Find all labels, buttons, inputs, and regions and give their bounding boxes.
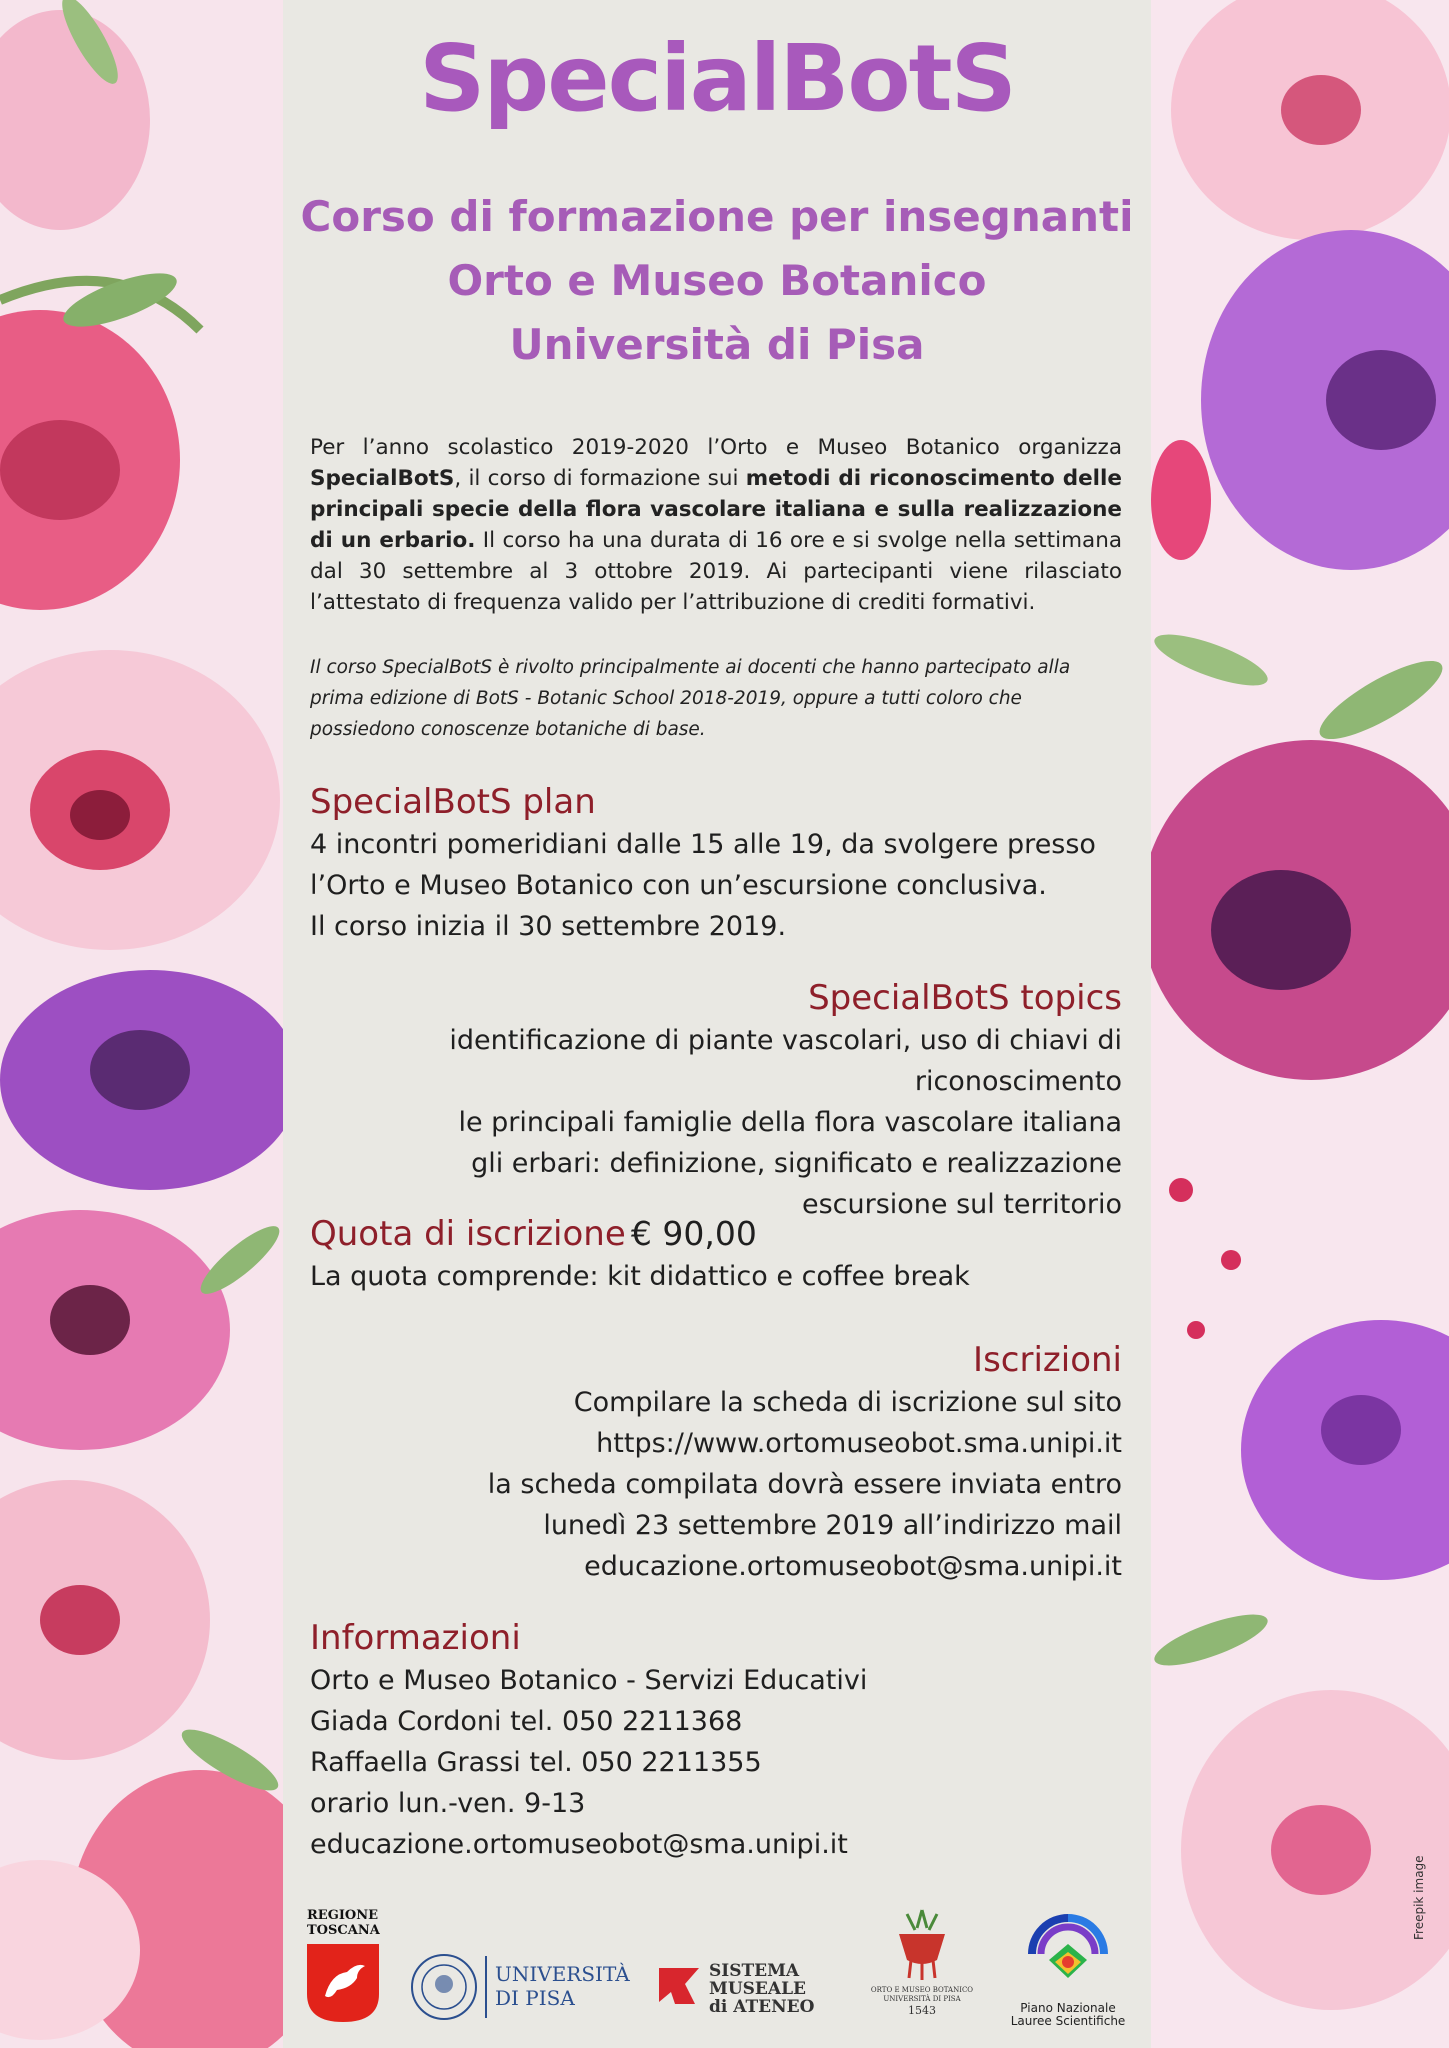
registration-url[interactable]: https://www.ortomuseobot.sma.unipi.it (596, 1428, 1122, 1459)
image-credit: Freepik image (1412, 1855, 1426, 1940)
intro-paragraph (310, 432, 1122, 618)
subtitle (283, 185, 1151, 377)
intro-bold-2: metodi di riconoscimento delle principali specie della flora vascolare italiana e sulla realizzazione di un erbario. (310, 466, 1123, 553)
fee-note: La quota comprende: kit didattico e coffee break (310, 1261, 970, 1292)
regione-logo-line: TOSCANA (307, 1923, 380, 1938)
pls-logo (1003, 1908, 1133, 2038)
fee-amount: € 90,00 (630, 1214, 757, 1253)
topics-section (310, 976, 1122, 1225)
registration-line: Compilare la scheda di iscrizione sul sito (573, 1387, 1122, 1418)
sponsor-logos (283, 1900, 1151, 2040)
topic-line: identificazione di piante vascolari, uso di chiavi di riconoscimento (449, 1025, 1122, 1097)
intro-text-1: Per l’anno scolastico 2019-2020 l’Orto e Museo Botanico organizza (310, 435, 1122, 460)
unipi-seal-icon (409, 1952, 479, 2022)
intro-text-2: , il corso di formazione sui (454, 466, 746, 491)
fritillaria-icon (887, 1908, 957, 1982)
sistema-museale-icon (655, 1962, 703, 2010)
info-line: Raffaella Grassi tel. 050 2211355 (310, 1747, 762, 1778)
plan-section (310, 780, 1122, 947)
intro-bold-1: SpecialBotS (310, 466, 455, 491)
floral-border-right (1151, 0, 1449, 2048)
registration-line: la scheda compilata dovrà essere inviata entro (487, 1469, 1122, 1500)
plan-line: l’Orto e Museo Botanico con un’escursione conclusiva. (310, 870, 1047, 901)
plan-line: 4 incontri pomeridiani dalle 15 alle 19, da svolgere presso (310, 829, 1096, 860)
info-line: Giada Cordoni tel. 050 2211368 (310, 1706, 743, 1737)
regione-logo-line: REGIONE (307, 1908, 379, 1923)
subtitle-line-1: Corso di formazione per insegnanti (300, 192, 1134, 241)
floral-border-left (0, 0, 283, 2048)
registration-heading: Iscrizioni (973, 1340, 1122, 1380)
registration-email[interactable]: educazione.ortomuseobot@sma.unipi.it (584, 1551, 1122, 1582)
unipi-logo-line: DI PISA (495, 1986, 575, 2010)
topic-line: gli erbari: definizione, significato e realizzazione (471, 1148, 1122, 1179)
fee-section (310, 1212, 1122, 1297)
intro-text-3: Il corso ha una durata di 16 ore e si svolge nella settimana dal 30 settembre al 3 ottobre 2019. Ai partecipanti viene rilasciato l’attestato di frequenza valido per l’attribuzione di crediti formativi. (310, 528, 1122, 615)
orto-logo-line: ORTO E MUSEO BOTANICO (870, 1986, 974, 1994)
sistema-logo-line: SISTEMA (709, 1961, 800, 1981)
sistema-logo-line: di ATENEO (709, 1997, 815, 2017)
orto-logo-line: UNIVERSITÀ DI PISA (883, 1995, 961, 2003)
unipi-logo (409, 1952, 630, 2022)
orto-logo-year: 1543 (908, 2004, 936, 2017)
topic-line: escursione sul territorio (801, 1189, 1122, 1220)
info-section (310, 1616, 1122, 1865)
page-title: SpecialBotS (419, 25, 1015, 132)
topic-line: le principali famiglie della flora vascolare italiana (458, 1107, 1122, 1138)
registration-section (310, 1338, 1122, 1587)
info-line: orario lun.-ven. 9-13 (310, 1788, 586, 1819)
subtitle-line-2: Orto e Museo Botanico (447, 256, 987, 305)
orto-botanico-logo (867, 1908, 977, 2038)
info-line: Orto e Museo Botanico - Servizi Educativi (310, 1665, 868, 1696)
sistema-museale-logo (655, 1962, 835, 2022)
pls-logo-line: Lauree Scientifiche (1010, 2014, 1126, 2028)
regione-toscana-logo (307, 1908, 387, 2026)
pls-logo-line: Piano Nazionale (1020, 2001, 1116, 2015)
plan-line: Il corso inizia il 30 settembre 2019. (310, 911, 787, 942)
unipi-logo-line: UNIVERSITÀ (495, 1962, 630, 1986)
target-audience-note: Il corso SpecialBotS è rivolto principalmente ai docenti che hanno partecipato alla prima edizione di BotS - Botanic School 2018-2019, oppure a tutti coloro che possiedono conoscenze botaniche di base. (310, 657, 1071, 740)
registration-line: lunedì 23 settembre 2019 all’indirizzo mail (543, 1510, 1122, 1541)
fee-heading: Quota di iscrizione (310, 1214, 626, 1254)
plan-heading: SpecialBotS plan (310, 782, 596, 822)
pegasus-icon (307, 1944, 379, 2022)
subtitle-line-3: Università di Pisa (509, 320, 925, 369)
topics-heading: SpecialBotS topics (808, 978, 1122, 1018)
info-email[interactable]: educazione.ortomuseobot@sma.unipi.it (310, 1829, 848, 1860)
info-heading: Informazioni (310, 1618, 521, 1658)
pls-rainbow-icon (1023, 1908, 1113, 1998)
sistema-logo-line: MUSEALE (709, 1979, 806, 1999)
